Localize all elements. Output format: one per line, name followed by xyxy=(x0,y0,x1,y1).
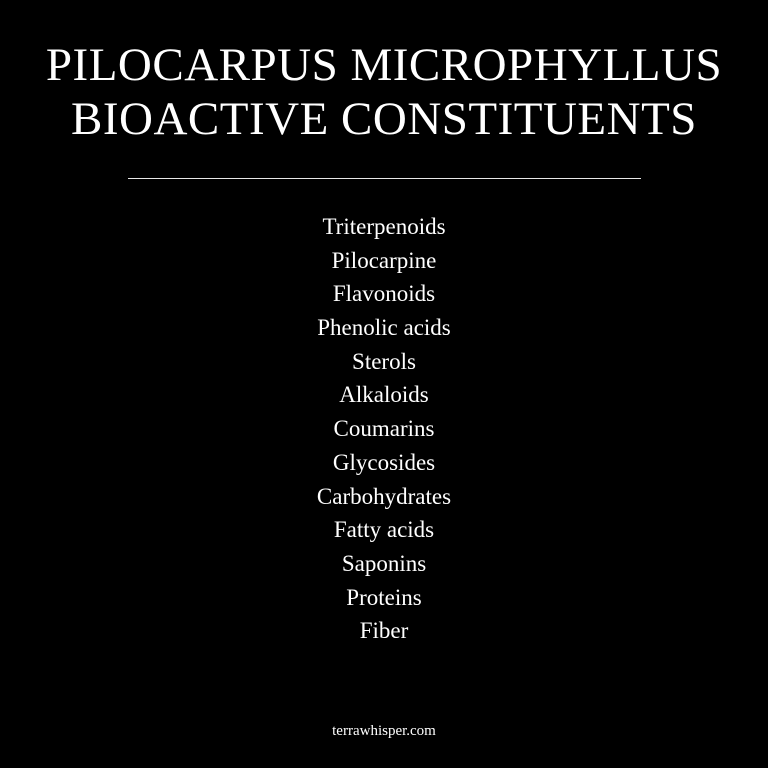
list-item: Carbohydrates xyxy=(316,483,452,509)
list-item: Fiber xyxy=(359,618,409,644)
constituents-list xyxy=(0,210,768,648)
list-item: Coumarins xyxy=(333,416,435,442)
page-title xyxy=(0,38,768,146)
list-item: Flavonoids xyxy=(332,281,436,307)
list-item: Phenolic acids xyxy=(317,315,451,341)
list-item: Pilocarpine xyxy=(331,247,437,273)
title-line-1: PILOCARPUS MICROPHYLLUS xyxy=(45,39,723,91)
title-line-2: BIOACTIVE CONSTITUENTS xyxy=(71,93,697,145)
list-item: Saponins xyxy=(341,550,427,576)
list-item: Fatty acids xyxy=(333,517,435,543)
source-website: terrawhisper.com xyxy=(332,723,436,739)
title-divider xyxy=(128,178,641,179)
list-item: Triterpenoids xyxy=(322,214,446,239)
list-item: Alkaloids xyxy=(339,382,429,408)
list-item: Proteins xyxy=(346,584,422,610)
list-item: Sterols xyxy=(352,348,416,374)
list-item: Glycosides xyxy=(332,449,436,475)
